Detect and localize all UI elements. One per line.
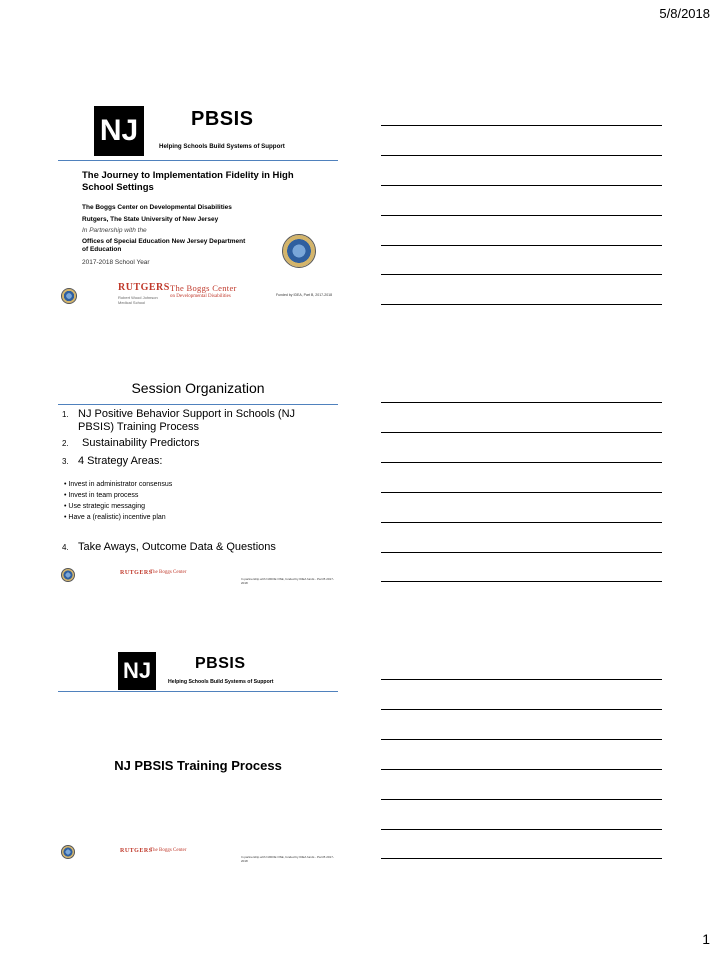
slide-title: Session Organization xyxy=(131,380,265,396)
funding-note: In partnership with NJDOE OSE, funded by IDEA funds - Part B 2017-2018 xyxy=(241,855,334,863)
note-line xyxy=(381,215,662,216)
note-line xyxy=(381,829,662,830)
note-line xyxy=(381,769,662,770)
note-line xyxy=(381,185,662,186)
divider xyxy=(58,404,338,405)
note-line xyxy=(381,125,662,126)
note-line xyxy=(381,739,662,740)
note-line xyxy=(381,462,662,463)
note-line xyxy=(381,581,662,582)
note-line xyxy=(381,274,662,275)
nj-doe-seal xyxy=(61,568,75,582)
org-njdoe: Offices of Special Education New Jersey Department of Education xyxy=(82,238,246,253)
nj-doe-seal xyxy=(61,288,77,304)
print-date: 5/8/2018 xyxy=(659,6,710,21)
slide-1 xyxy=(58,98,338,318)
note-line xyxy=(381,522,662,523)
slide-2: Session Organization 1. NJ Positive Behavior Support in Schools (NJ PBSIS) Training Process 2. Sustainability Predictors 3. 4 Strategy Areas: • Invest in administrator consensus • Invest in team process • Use strategic messaging • Have a (realistic) incentive plan 4. Take Aways, Outcome Data & Questions RUTGERS The Boggs Center In partnership with NJDOE OSE, funded by IDEA funds - Part B 2017-2018 xyxy=(58,370,338,590)
slide-title: NJ PBSIS Training Process xyxy=(114,758,282,773)
note-line xyxy=(381,858,662,859)
bullet-item: • Use strategic messaging xyxy=(64,503,146,510)
rutgers-logo: RUTGERS xyxy=(120,848,153,854)
school-year: 2017-2018 School Year xyxy=(82,259,150,266)
bullet-item: • Invest in team process xyxy=(64,492,139,499)
rutgers-logo: RUTGERS xyxy=(118,282,170,293)
partnership-text: In Partnership with the xyxy=(82,227,147,234)
funding-note: In partnership with NJDOE OSE, funded by IDEA funds - Part B 2017-2018 xyxy=(241,577,334,585)
boggs-logo: The Boggs Center xyxy=(150,570,187,575)
pbsis-brand: PBSIS xyxy=(191,108,254,130)
boggs-logo-line1: The Boggs Center xyxy=(170,283,237,293)
pbsis-brand: PBSIS xyxy=(195,655,246,672)
nj-logo: NJ xyxy=(94,106,144,156)
nj-logo: NJ xyxy=(118,652,156,690)
bullet-item: • Invest in administrator consensus xyxy=(64,481,173,488)
note-line xyxy=(381,709,662,710)
nj-doe-seal xyxy=(61,845,75,859)
note-line xyxy=(381,492,662,493)
note-line xyxy=(381,552,662,553)
note-line xyxy=(381,799,662,800)
divider xyxy=(58,691,338,692)
funding-note: Funded by IDEA, Part B, 2017-2018 xyxy=(276,293,333,297)
pbsis-tagline: Helping Schools Build Systems of Support xyxy=(168,679,274,685)
boggs-logo-line2: on Developmental Disabilities xyxy=(170,294,231,299)
note-line xyxy=(381,155,662,156)
note-line xyxy=(381,432,662,433)
org-boggs: The Boggs Center on Developmental Disabilities xyxy=(82,204,232,211)
note-line xyxy=(381,245,662,246)
org-rutgers: Rutgers, The State University of New Jersey xyxy=(82,216,219,223)
nj-state-seal xyxy=(282,234,316,268)
note-line xyxy=(381,402,662,403)
note-line xyxy=(381,304,662,305)
pbsis-tagline: Helping Schools Build Systems of Support xyxy=(159,143,285,150)
rutgers-logo: RUTGERS xyxy=(120,570,153,576)
page-number: 1 xyxy=(702,931,710,947)
note-line xyxy=(381,679,662,680)
rutgers-subtitle: Robert Wood Johnson Medical School xyxy=(118,295,158,305)
slide-3 xyxy=(58,645,338,870)
boggs-logo: The Boggs Center xyxy=(150,848,187,853)
bullet-item: • Have a (realistic) incentive plan xyxy=(64,514,166,521)
slide-title: The Journey to Implementation Fidelity in High School Settings xyxy=(82,170,294,193)
divider xyxy=(58,160,338,161)
